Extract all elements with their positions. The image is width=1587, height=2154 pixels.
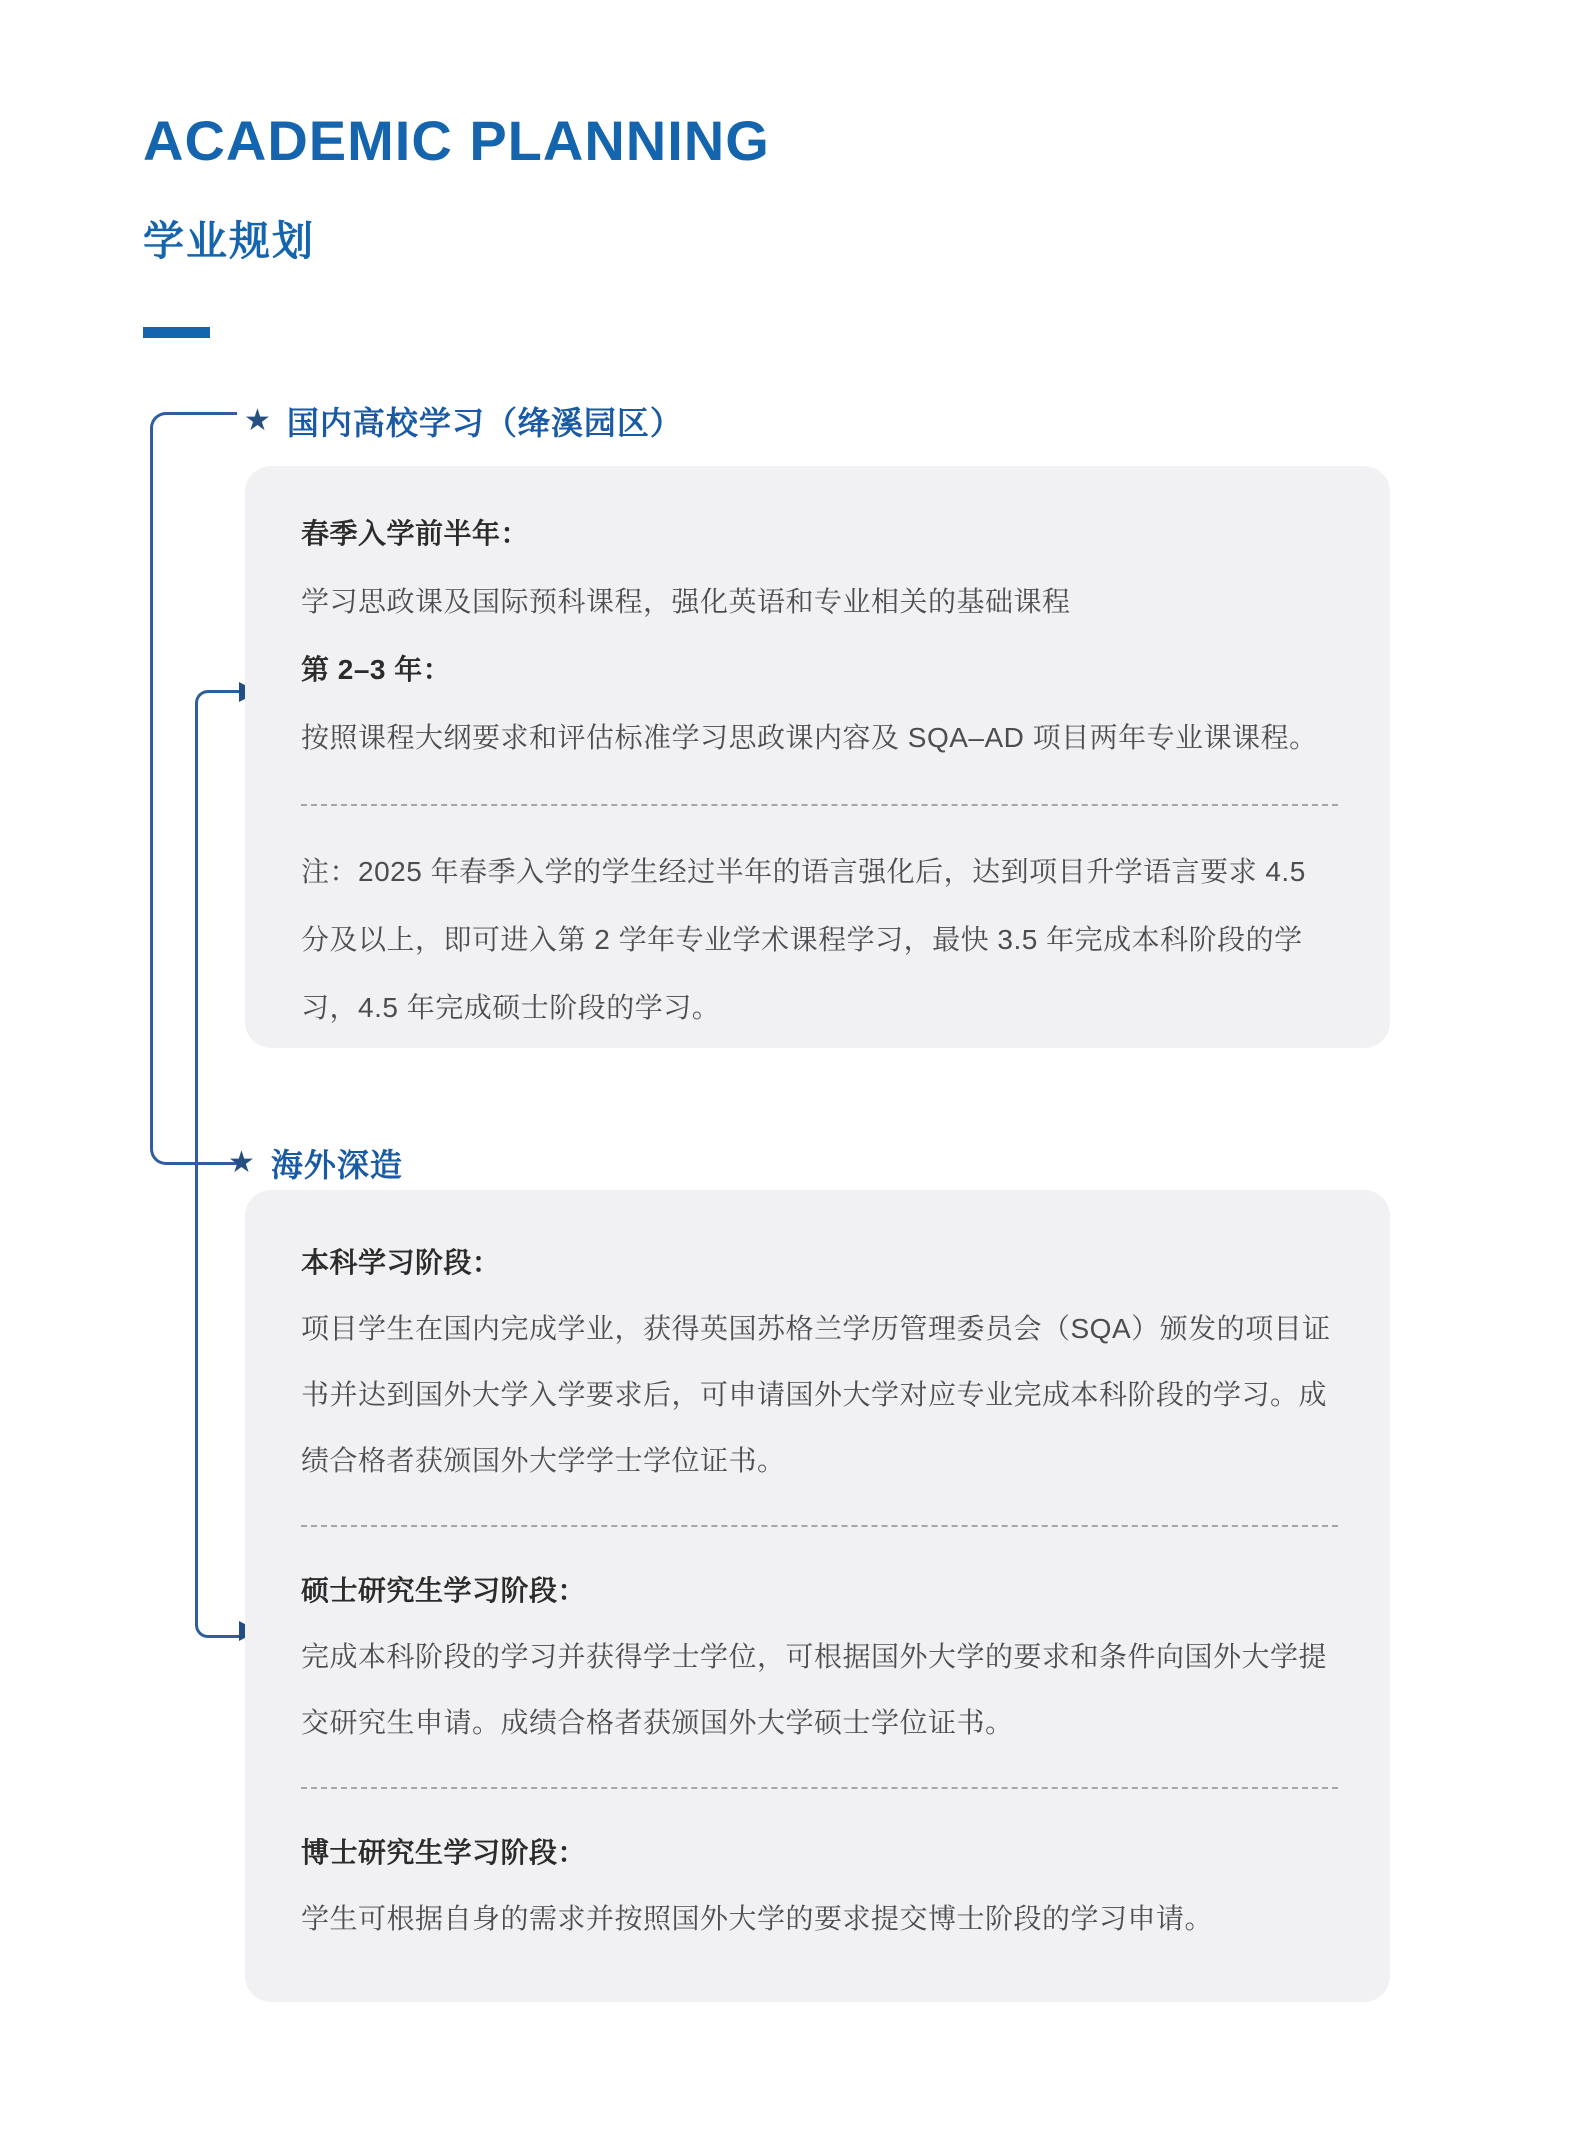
section-header-domestic xyxy=(244,398,683,444)
star-icon: ★ xyxy=(228,1146,255,1179)
star-icon: ★ xyxy=(244,404,271,437)
stage-description: 学习思政课及国际预科课程，强化英语和专业相关的基础课程 xyxy=(301,586,1071,617)
stage-label: 第 2–3 年： xyxy=(301,654,452,685)
section-heading: 国内高校学习（绛溪园区） xyxy=(286,405,683,441)
overseas-study-box xyxy=(245,1190,1390,2002)
stage-label: 春季入学前半年： xyxy=(301,518,530,549)
stage-label: 硕士研究生学习阶段： xyxy=(301,1575,587,1606)
section-heading: 海外深造 xyxy=(270,1147,403,1183)
page-title-chinese: 学业规划 xyxy=(143,218,315,264)
dashed-divider xyxy=(301,1787,1338,1789)
stage-description: 项目学生在国内完成学业，获得英国苏格兰学历管理委员会（SQA）颁发的项目证书并达到国外大学入学要求后，可申请国外大学对应专业完成本科阶段的学习。成绩合格者获颁国外大学学士学位证书。 xyxy=(301,1313,1331,1476)
dashed-divider xyxy=(301,804,1338,806)
section-header-overseas xyxy=(228,1140,403,1186)
stage-description: 学生可根据自身的需求并按照国外大学的要求提交博士阶段的学习申请。 xyxy=(301,1903,1214,1934)
page-title-english: ACADEMIC PLANNING xyxy=(143,109,770,172)
stage-label: 博士研究生学习阶段： xyxy=(301,1837,587,1868)
title-accent-bar xyxy=(143,327,210,338)
stage-description: 按照课程大纲要求和评估标准学习思政课内容及 SQA–AD 项目两年专业课课程。 xyxy=(301,722,1318,753)
stage-label: 本科学习阶段： xyxy=(301,1247,501,1278)
stage-description: 完成本科阶段的学习并获得学士学位，可根据国外大学的要求和条件向国外大学提交研究生申请。成绩合格者获颁国外大学硕士学位证书。 xyxy=(301,1641,1328,1738)
note-text: 注：2025 年春季入学的学生经过半年的语言强化后，达到项目升学语言要求 4.5 分及以上，即可进入第 2 学年专业学术课程学习，最快 3.5 年完成本科阶段的学习，4.5 年完成硕士阶段的学习。 xyxy=(301,856,1306,1023)
dashed-divider xyxy=(301,1525,1338,1527)
domestic-study-box xyxy=(245,466,1390,1048)
